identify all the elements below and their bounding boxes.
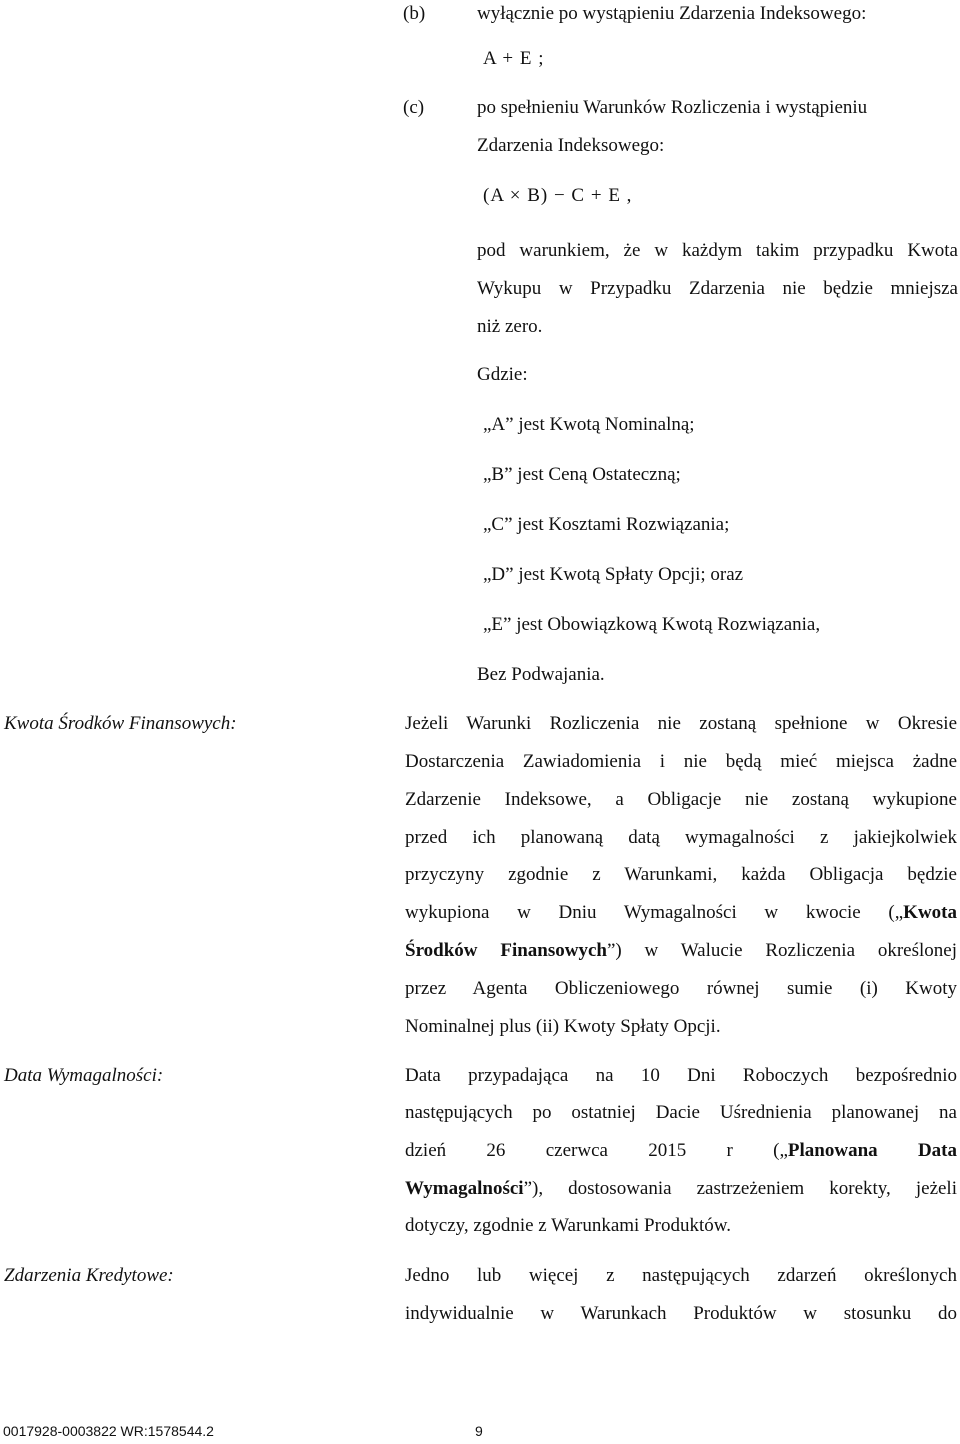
funds-line-4: przed ich planowaną datą wymagalności z jakiejkolwiek bbox=[405, 827, 957, 848]
defined-term-srodkow-finansowych: Środków Finansowych bbox=[405, 940, 607, 961]
credit-line-1: Jedno lub więcej z następujących zdarzeń określonych bbox=[405, 1265, 957, 1286]
funds-line-1: Jeżeli Warunki Rozliczenia nie zostaną spełnione w Okresie bbox=[405, 713, 957, 734]
definition-a: „A” jest Kwotą Nominalną; bbox=[483, 414, 695, 435]
proviso-line-3: niż zero. bbox=[477, 316, 543, 337]
item-b-text: wyłącznie po wystąpieniu Zdarzenia Indeksowego: bbox=[477, 3, 867, 24]
funds-line-7 bbox=[405, 940, 957, 962]
defined-term-planowana-data: Planowana Data bbox=[787, 1140, 957, 1161]
funds-line-8: przez Agenta Obliczeniowego równej sumie (i) Kwoty bbox=[405, 978, 957, 999]
term-maturity-date: Data Wymagalności: bbox=[4, 1065, 164, 1086]
maturity-line-4-text: ”), dostosowania zastrzeżeniem korekty, jeżeli bbox=[523, 1178, 957, 1199]
item-c-text-line1: po spełnieniu Warunków Rozliczenia i wystąpieniu bbox=[477, 97, 868, 118]
maturity-line-4 bbox=[405, 1178, 957, 1200]
funds-line-3: Zdarzenie Indeksowe, a Obligacje nie zostaną wykupione bbox=[405, 789, 957, 810]
defined-term-wymagalnosci: Wymagalności bbox=[405, 1178, 524, 1199]
no-double-counting: Bez Podwajania. bbox=[477, 664, 605, 685]
funds-line-5: przyczyny zgodnie z Warunkami, każda Obligacja będzie bbox=[405, 864, 957, 885]
term-credit-events: Zdarzenia Kredytowe: bbox=[4, 1265, 174, 1286]
funds-line-9: Nominalnej plus (ii) Kwoty Spłaty Opcji. bbox=[405, 1016, 721, 1037]
item-c-label: (c) bbox=[403, 97, 425, 118]
formula-b: A + E ; bbox=[483, 48, 545, 69]
term-funds: Kwota Środków Finansowych: bbox=[4, 713, 237, 734]
footer-page-number: 9 bbox=[475, 1423, 483, 1439]
item-c-text-line2: Zdarzenia Indeksowego: bbox=[477, 135, 665, 156]
maturity-line-3-text: dzień 26 czerwca 2015 r („ bbox=[405, 1140, 788, 1161]
maturity-line-1: Data przypadająca na 10 Dni Roboczych bezpośrednio bbox=[405, 1065, 957, 1086]
footer-doc-ref: 0017928-0003822 WR:1578544.2 bbox=[3, 1423, 214, 1439]
definition-b: „B” jest Ceną Ostateczną; bbox=[483, 464, 681, 485]
where-heading: Gdzie: bbox=[477, 364, 528, 385]
definition-e: „E” jest Obowiązkową Kwotą Rozwiązania, bbox=[483, 614, 821, 635]
definition-c: „C” jest Kosztami Rozwiązania; bbox=[483, 514, 730, 535]
funds-line-6-text: wykupiona w Dniu Wymagalności w kwocie („ bbox=[405, 902, 904, 923]
funds-line-7-text: ”) w Walucie Rozliczenia określonej bbox=[606, 940, 957, 961]
formula-c: (A × B) − C + E , bbox=[483, 185, 633, 206]
funds-line-2: Dostarczenia Zawiadomienia i nie będą mieć miejsca żadne bbox=[405, 751, 957, 772]
maturity-line-2: następujących po ostatniej Dacie Uśrednienia planowanej na bbox=[405, 1102, 957, 1123]
credit-line-2: indywidualnie w Warunkach Produktów w stosunku do bbox=[405, 1303, 957, 1324]
proviso-line-1: pod warunkiem, że w każdym takim przypadku Kwota bbox=[477, 240, 958, 261]
funds-line-6 bbox=[405, 902, 957, 924]
definition-d: „D” jest Kwotą Spłaty Opcji; oraz bbox=[483, 564, 744, 585]
maturity-line-5: dotyczy, zgodnie z Warunkami Produktów. bbox=[405, 1215, 731, 1236]
item-b-label: (b) bbox=[403, 3, 426, 24]
maturity-line-3 bbox=[405, 1140, 957, 1162]
proviso-line-2: Wykupu w Przypadku Zdarzenia nie będzie mniejsza bbox=[477, 278, 958, 299]
defined-term-kwota: Kwota bbox=[903, 902, 957, 923]
